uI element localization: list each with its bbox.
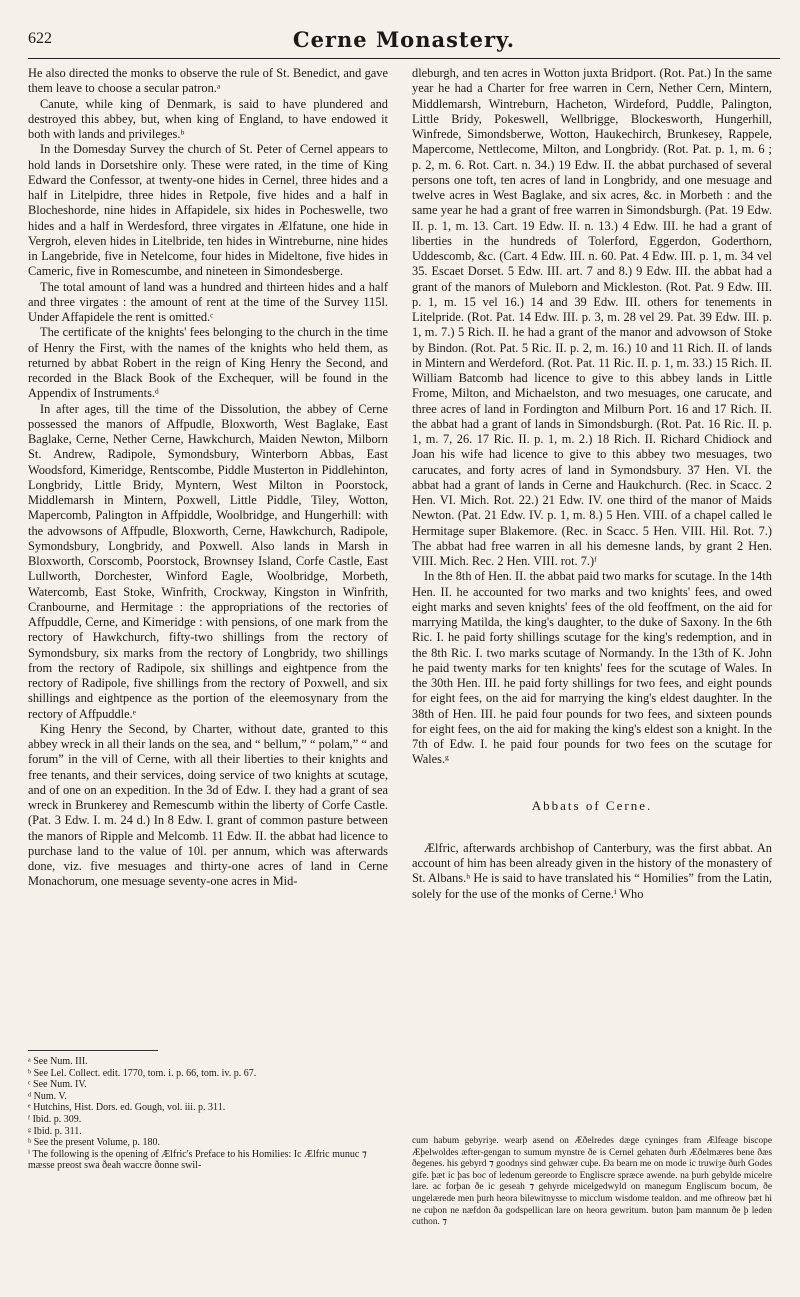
- footnote: ᵍ Ibid. p. 311.: [28, 1125, 82, 1137]
- footnote-rule: [28, 1050, 158, 1051]
- body-paragraph: The certificate of the knights' fees belonging to the church in the time of Henry the First, with the names of the knights who held them, as returned by abbat Robert in the reign of King Henry the Second, and recorded in the Black Book of the Exchequer, will be found in the Appendix of Instruments.ᵈ: [28, 325, 388, 401]
- footnote: ᵈ Num. V.: [28, 1090, 67, 1102]
- footnote: ⁱ The following is the opening of Ælfric's Preface to his Homilies: Ic Ælfric munuc ⁊ mæsse preost swa ðeah waccre ðonne swil-: [28, 1148, 367, 1172]
- footnote: ᶜ See Num. IV.: [28, 1079, 87, 1091]
- body-paragraph: dleburgh, and ten acres in Wotton juxta Bridport. (Rot. Pat.) In the same year he had a Charter for free warren in Cern, Nether Cern, Mintern, Middlemarsh, Wintreburn, Hacheton, Wirdeford, Puddle, Palington, Little Bridy, Pokeswell, Wellbrigge, Blockesworth, Hungerhill, Winfrede, Simondsberwe, Wotton, Haukechirch, Brunkesey, Rappele, Mapercome, Nettlecome, Milton, and Longbridy. (Rot. Pat. p. 1, m. 6 ; p. 2, m. 6. Rot. Cart. n. 34.) 19 Edw. II. the abbat purchased of several persons one toft, ten acres of land in Longbridy, and one mesuage and twelve acres in West Baglake, and six acres, &c. in Morbeth : and the same year he had a grant of free warren in Simondsburgh. (Pat. 19 Edw. II. p. 1, m. 13. Cart. 19 Edw. II. n. 13.) 4 Edw. III. he had a grant of liberties in the hundreds of Tolerford, Eggerdon, Goderthorn, Uddescomb, &c. (Cart. 4 Edw. III. n. 60. Pat. 4 Edw. III. p. 1, m. 34 vel 35. Escaet Dorset. 5 Edw. III. art. 7 and 8.) 9 Edw. III. the abbat had a grant of the manors of Muleborn and Mickleston. (Rot. Pat. 9 Edw. III. p. 1, m. 15 vel 16.) 14 and 39 Edw. III. others for tenements in Litelpride. (Rot. Pat. 14 Edw. III. p. 3, m. 28 vel 29. Pat. 39 Edw. III. p. 1, m. 7.) 5 Rich. II. he had a grant of the manor and advowson of Stoke by Bindon. (Rot. Pat. 5 Ric. II. p. 2, m. 16.) 10 and 11 Rich. II. of lands in Mintern and Werdeford. (Rot. Pat. 11 Ric. II. p. 1, m. 33.) 15 Rich. II. William Batcomb had licence to give to this abbey lands in Little Frome, Milton, and Michaelston, and two mesuages, one carucate, and three acres of land in Fordington and Milburn Port. 16 and 17 Rich. II. the abbat had a grant of lands in Simondsburgh. (Rot. Pat. 16 Ric. II. p. 1, m. 7, 26. 17 Ric. II. p. 1, m. 2.) 18 Rich. II. Richard Chidiock and Joan his wife had licence to give to this abbey two mesuages, two carucates, and forty acres of land in Symondsbury. 37 Hen. VI. the abbat had a grant of lands in Cerne and Haukchurch. (Rec. in Scacc. 2 Hen. VI. Mich. Rot. 22.) 21 Edw. IV. one third of the manor of Maids Newton. (Pat. 21 Edw. IV. p. 1, m. 8.) 5 Hen. VIII. of a chapel called le Hermitage super Blakemore. (Rec. in Scacc. 5 Hen. VIII. Hil. Rot. 7.) The abbat had free warren in all his demesne lands, by grant 2 Hen. VIII. Mich. Rec. 2 Hen. VIII. rot. 7.)ᶠ: [412, 66, 772, 568]
- body-paragraph: In the Domesday Survey the church of St. Peter of Cernel appears to hold lands in Dorsetshire only. These were rated, in the time of King Edward the Confessor, at twenty-one hides in Cernel, three hides and a half in Litelpidre, three hides in Retpole, five hides and a half in Blocheshorde, nine hides in Affapidele, six hides in Pocheswelle, two hides and a half in Werdesford, three virgates in Ælfatune, one hide in Vergroh, eleven hides in Litelbride, ten hides in Wintreburne, nine hides in Langebride, five in Netelcome, four hides in Mideltone, five hides in Cameric, five in Romescumbe, and nineteen in Simondesberge.: [28, 142, 388, 279]
- left-column: [28, 66, 388, 890]
- footnote: ᶠ Ibid. p. 309.: [28, 1113, 82, 1125]
- header-rule: [28, 58, 780, 59]
- body-paragraph: He also directed the monks to observe the rule of St. Benedict, and gave them leave to choose a secular patron.ᵃ: [28, 66, 388, 96]
- old-english-quotation: cum habum gebyriȝe. wearþ asend on Æðelredes dæge cyninges fram Ælfeage biscope Æþelwoldes æfter-gengan to sumum mynstre ðe is Cernel gehaten ðurh Æðelmæres bene ðæs ðegenes. his gebyrd ⁊ goodnys sind gehwær cuþe. Ða bearn me on mode ic truwiȝe ðurh Godes gife. þæt ic þas boc of ledenum gereorde to Engliscre spræce awende. na þurh gebylde micelre lare. ac forþan ðe ic geseah ⁊ gehyrde micelgedwyld on manegum Engliscum bocum, ðe ungelærede men þurh heora bilewitnysse to micclum wisdome tealdon. and me ofhreow þæt hi ne cuþon ne næfdon ða godspellican lare on heora gewritum. buton þam mannum ðe þ leden cuthon. ⁊: [412, 1136, 772, 1228]
- section-title: Abbats of Cerne.: [531, 797, 653, 813]
- body-paragraph: The total amount of land was a hundred and thirteen hides and a half and three virgates : the amount of rent at the time of the Survey 115l. Under Affapidele the rent is omitted.ᶜ: [28, 279, 388, 324]
- page-number: 622: [28, 30, 52, 47]
- footnote: ᵉ Hutchins, Hist. Dors. ed. Gough, vol. iii. p. 311.: [28, 1102, 226, 1114]
- page-header: [28, 27, 780, 52]
- body-paragraph: King Henry the Second, by Charter, without date, granted to this abbey wreck in all their lands on the sea, and “ bellum,” “ polam,” “ and forum” in the vill of Cerne, with all their liberties to their knights and free tenants, and their services, doing service of two knights at scutage, and of one on an expedition. In the 3d of Edw. I. they had a grant of sea wreck in Brunkerey and Remescumb within the liberty of Corfe Castle. (Pat. 3 Edw. I. m. 24 d.) In 8 Edw. I. grant of common pasture between the manors of Ripple and Melcomb. 11 Edw. II. the abbat had licence to purchase land to the value of 10l. per annum, which was afterwards done, viz. five mesuages and thirty-one acres of land in Cerne Monachorum, one mesuage seventy-one acres in Mid-: [28, 721, 388, 889]
- footnote: ᵇ See Lel. Collect. edit. 1770, tom. i. p. 66, tom. iv. p. 67.: [28, 1067, 257, 1079]
- body-paragraph: Canute, while king of Denmark, is said to have plundered and destroyed this abbey, but, when king of England, to have endowed it both with lands and privileges.ᵇ: [28, 96, 388, 141]
- footnotes: [28, 1056, 388, 1172]
- body-paragraph: In the 8th of Hen. II. the abbat paid two marks for scutage. In the 14th Hen. II. he accounted for two marks and two knights' fees, and owed eight marks and seven knights' fees of the old feoffment, on the aid for marrying Matilda, the king's daughter, to the duke of Saxony. In the 6th Ric. I. he paid forty shillings scutage for the king's redemption, and in the 8th Ric. I. two marks scutage of Normandy. In the 13th of K. John he paid twenty marks for ten knights' fees for the scutage of Wales. In the 30th Hen. III. he paid forty shillings for two fees, and eight pounds for eight fees, on the aid for marrying the king's eldest daughter. In the 38th of Hen. III. he paid four pounds for two fees, and sixteen pounds for eight fees, on the aid for making the king's eldest son a knight. In the 7th of Edw. I. he paid four pounds for two fees on the scutage for Wales.ᵍ: [412, 569, 772, 767]
- footnote: ʰ See the present Volume, p. 180.: [28, 1137, 160, 1149]
- right-column: [412, 66, 772, 902]
- footnote: ᵃ See Num. III.: [28, 1056, 88, 1067]
- section-paragraph: Ælfric, afterwards archbishop of Canterbury, was the first abbat. An account of him has been already given in the history of the monastery of St. Albans.ʰ He is said to have translated his “ Homilies” from the Latin, solely for the use of the monks of Cerne.ⁱ Who: [412, 840, 772, 901]
- body-paragraph: In after ages, till the time of the Dissolution, the abbey of Cerne possessed the manors of Affpudle, Bloxworth, West Baglake, East Baglake, Cerne, Nether Cerne, Hawkchurch, Maiden Newton, Milborn St. Andrew, Radipole, Symondsbury, Winterborn Abbas, East Woodsford, Kimeridge, Rentscombe, Piddle Musterton in Piddlehinton, Longbridy, Little Bridy, Myntern, West Milton in Poorstock, Middlemarsh in Mintern, Poxwell, Little Piddle, Tiley, Wotton, Mapercomb, Palington in Affpiddle, Woolbridge, and Hungerhill: with the advowsons of Affpudle, Bloxworth, Cerne, Hawkchurch, Radipole, Symondsbury, Longbridy, and Poxwell. Also lands in Marsh in Bloxworth, Corscomb, Poorstock, Brownsey Island, Corfe Castle, East Lullworth, Dorchester, Winford Eagle, Woolbridge, Morbeth, Watercomb, East Stoke, Winfrith, Crockway, Kingston in Winfrith, Cranbourne, and Hermitage : the appropriations of the rectories of Affpuddle, Cerne, and Kimeridge : with pensions, of one mark from the rectory of Hawkchurch, fifty-two shillings from the rectory of Symondsbury, six marks from the rectory of Longbridy, two shillings from the rectory of Radipole, six shillings and eightpence from the rectory of Radipole, five shillings from the rectory of Poxwell, and six shillings and eightpence as the portion of the eleemosynary from the rectory of Affpuddle.ᵉ: [28, 401, 388, 721]
- running-title: Cerne Monastery.: [292, 27, 516, 52]
